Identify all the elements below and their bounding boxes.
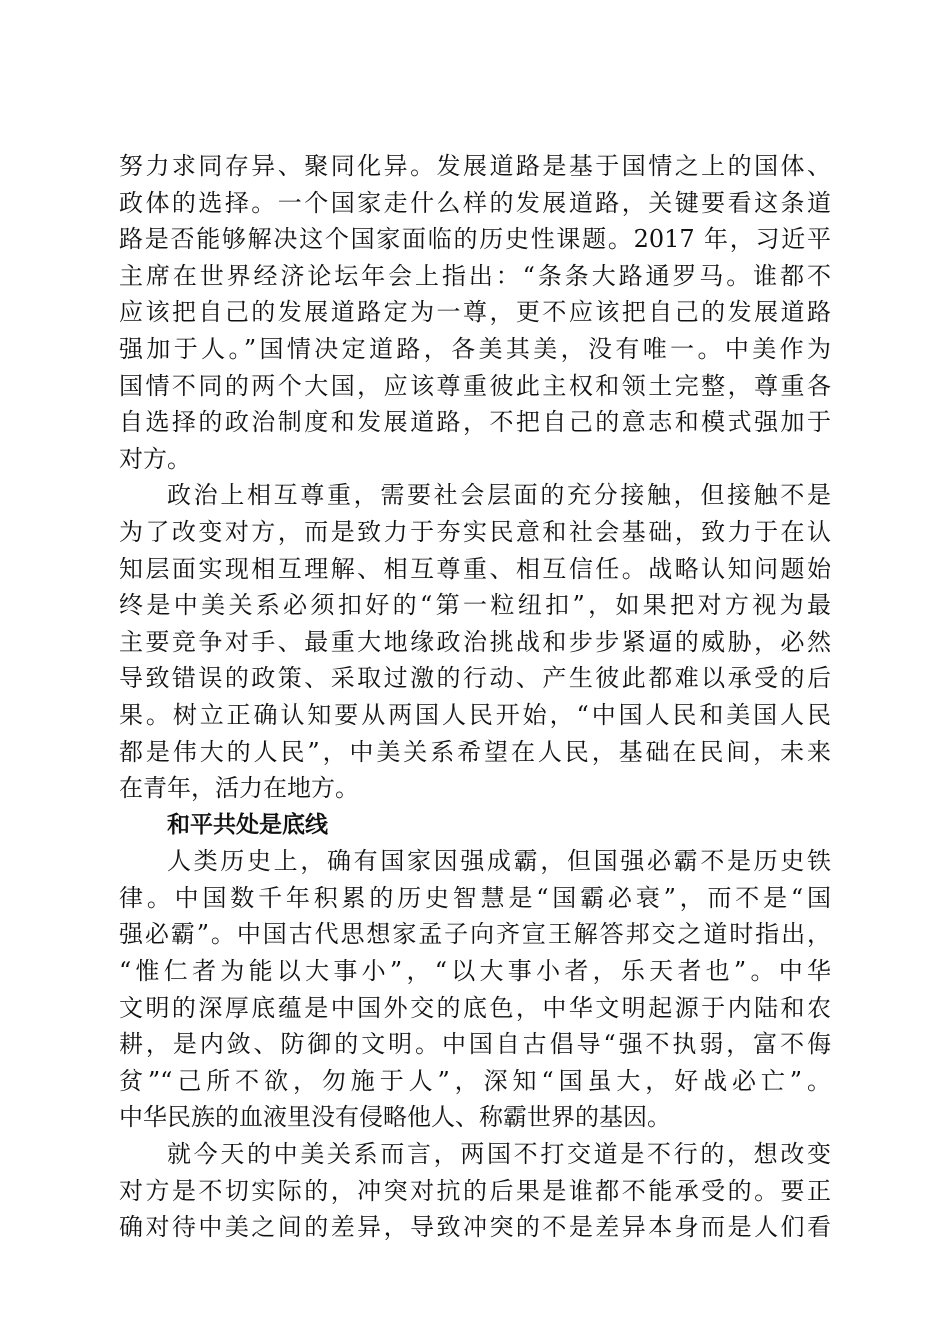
paragraph [119,1136,831,1246]
text-line: “惟仁者为能以大事小”，“以大事小者，乐天者也”。中华 [119,957,831,986]
text-line: 耕，是内敛、防御的文明。中国自古倡导“强不执弱，富不侮 [119,1030,831,1059]
text-line: 人类历史上，确有国家因强成霸，但国强必霸不是历史铁 [167,847,831,876]
text-line: 文明的深厚底蕴是中国外交的底色，中华文明起源于内陆和农 [119,993,831,1022]
paragraph [119,477,831,806]
text-line: 知层面实现相互理解、相互尊重、相互信任。战略认知问题始 [119,554,831,583]
text-line: 终是中美关系必须扣好的“第一粒纽扣”，如果把对方视为最 [119,591,831,620]
text-line: 都是伟大的人民”，中美关系希望在人民，基础在民间，未来 [119,737,831,766]
text-line: 中华民族的血液里没有侵略他人、称霸世界的基因。 [119,1103,671,1132]
text-line: 应该把自己的发展道路定为一尊，更不应该把自己的发展道路 [119,298,831,327]
text-line: 对方。 [119,444,191,473]
section-heading: 和平共处是底线 [167,811,328,838]
text-line: 主要竞争对手、最重大地缘政治挑战和步步紧逼的威胁，必然 [119,627,831,656]
text-line: 对方是不切实际的，冲突对抗的后果是谁都不能承受的。要正 [119,1176,831,1205]
text-line: 为了改变对方，而是致力于夯实民意和社会基础，致力于在认 [119,517,831,546]
document-page [119,148,831,1246]
text-line: 导致错误的政策、采取过激的行动、产生彼此都难以承受的后 [119,664,831,693]
text-line: 确对待中美之间的差异，导致冲突的不是差异本身而是人们看 [119,1213,831,1242]
text-line: 就今天的中美关系而言，两国不打交道是不行的，想改变 [167,1140,831,1169]
text-line: 果。树立正确认知要从两国人民开始，“中国人民和美国人民 [119,700,831,729]
text-line: 国情不同的两个大国，应该尊重彼此主权和领土完整，尊重各 [119,371,831,400]
text-line: 自选择的政治制度和发展道路，不把自己的意志和模式强加于 [119,408,831,437]
paragraph [119,148,831,477]
text-line: 贫”“己所不欲，勿施于人”，深知“国虽大，好战必亡”。 [119,1066,831,1095]
text-line: 律。中国数千年积累的历史智慧是“国霸必衰”，而不是“国 [119,883,831,912]
text-line: 路是否能够解决这个国家面临的历史性课题。2017 年，习近平 [119,225,831,254]
text-line: 努力求同存异、聚同化异。发展道路是基于国情之上的国体、 [119,152,831,180]
text-line: 强加于人。”国情决定道路，各美其美，没有唯一。中美作为 [119,334,831,363]
text-line: 政治上相互尊重，需要社会层面的充分接触，但接触不是 [167,481,831,510]
text-line: 政体的选择。一个国家走什么样的发展道路，关键要看这条道 [119,188,831,217]
text-line: 主席在世界经济论坛年会上指出：“条条大路通罗马。谁都不 [119,261,831,290]
text-line: 在青年，活力在地方。 [119,774,359,803]
text-line: 强必霸”。中国古代思想家孟子向齐宣王解答邦交之道时指出， [119,920,831,949]
paragraph [119,843,831,1136]
